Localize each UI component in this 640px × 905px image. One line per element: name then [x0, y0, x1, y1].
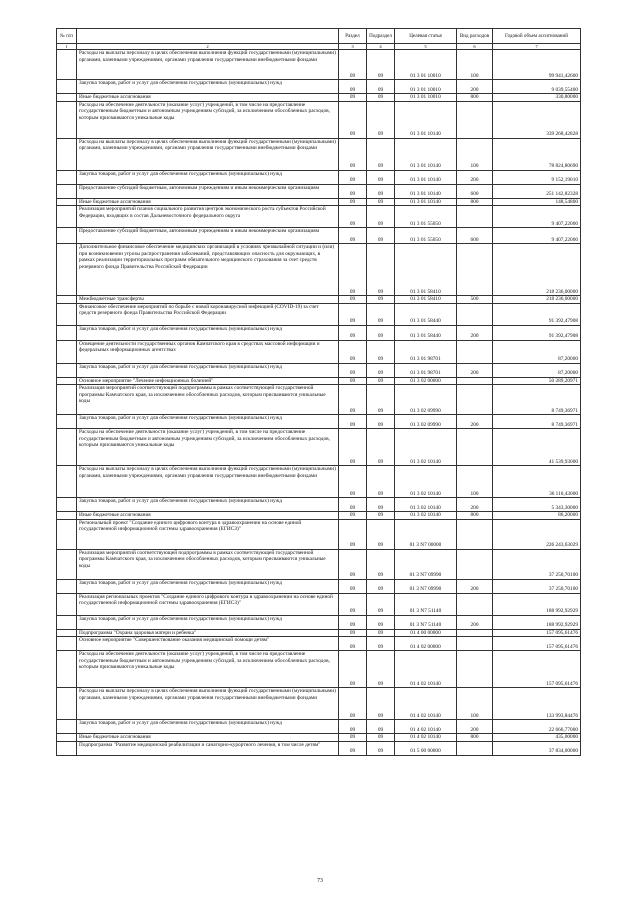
razdel-cell: 09 [339, 198, 367, 206]
row-number-cell [57, 498, 77, 512]
target-article-cell: 01 3 02 10140 [395, 429, 457, 466]
podrazdel-cell: 09 [367, 615, 395, 629]
table-row [57, 429, 581, 466]
header-podrazdel: Подраздел [367, 29, 395, 44]
target-article-cell: 01 3 01 10010 [395, 50, 457, 80]
table-row [57, 579, 581, 593]
expense-type-cell [457, 593, 493, 615]
razdel-cell: 09 [339, 170, 367, 184]
row-number-cell [57, 138, 77, 170]
column-number: 2 [77, 44, 339, 50]
amount-cell: 339 268,42828 [493, 101, 581, 138]
item-name-cell: Реализация мероприятий соответствующей подпрограммы в рамках соответствующей государственной программы Камчатского края, за исключением обособленных расходов, которым присваиваются уникальные коды [77, 385, 339, 415]
row-number-cell [57, 296, 77, 304]
podrazdel-cell: 09 [367, 741, 395, 755]
row-number-cell [57, 720, 77, 734]
row-number-cell [57, 94, 77, 102]
row-number-cell [57, 688, 77, 720]
target-article-cell: 01 3 01 10140 [395, 170, 457, 184]
expense-type-cell [457, 629, 493, 637]
expense-type-cell: 600 [457, 228, 493, 244]
razdel-cell: 09 [339, 579, 367, 593]
table-row [57, 198, 581, 206]
amount-cell: 157 095,61476 [493, 629, 581, 637]
expense-type-cell [457, 377, 493, 385]
podrazdel-cell: 09 [367, 325, 395, 340]
row-number-cell [57, 579, 77, 593]
target-article-cell: 01 3 01 55050 [395, 206, 457, 228]
razdel-cell: 09 [339, 720, 367, 734]
table-body [57, 50, 581, 756]
target-article-cell: 01 3 01 58410 [395, 244, 457, 296]
expense-type-cell: 200 [457, 415, 493, 429]
row-number-cell [57, 340, 77, 363]
row-number-cell [57, 80, 77, 94]
item-name-cell: Реализация мероприятий планов социального развития центров экономического роста субъектов Российской Федерации, входящих в состав Дальневосточного федерального округа [77, 206, 339, 228]
target-article-cell: 01 3 01 58440 [395, 303, 457, 325]
table-row [57, 377, 581, 385]
table-row [57, 512, 581, 520]
item-name-cell: Расходы на выплаты персоналу в целях обеспечения выполнения функций государственными (муниципальными) органами, казенными учреждениями, органами управления государственными внебюджетными фондами [77, 50, 339, 80]
header-expense-type: Вид расходов [457, 29, 493, 44]
table-row [57, 296, 581, 304]
header-name [77, 29, 339, 44]
column-number: 6 [457, 44, 493, 50]
item-name-cell: Основное мероприятие "Лечение инфекционных болезней" [77, 377, 339, 385]
razdel-cell: 09 [339, 101, 367, 138]
expense-type-cell [457, 637, 493, 651]
podrazdel-cell: 09 [367, 579, 395, 593]
razdel-cell: 09 [339, 206, 367, 228]
razdel-cell: 09 [339, 593, 367, 615]
razdel-cell: 09 [339, 325, 367, 340]
item-name-cell: Предоставление субсидий бюджетным, автономным учреждениям и иным некоммерческим организациям [77, 184, 339, 198]
budget-sheet [56, 28, 580, 756]
item-name-cell: Закупка товаров, работ и услуг для обеспечения государственных (муниципальных) нужд [77, 498, 339, 512]
razdel-cell: 09 [339, 512, 367, 520]
podrazdel-cell: 09 [367, 198, 395, 206]
table-row [57, 415, 581, 429]
podrazdel-cell: 09 [367, 629, 395, 637]
expense-type-cell: 200 [457, 363, 493, 377]
expense-type-cell: 200 [457, 579, 493, 593]
expense-type-cell [457, 206, 493, 228]
item-name-cell: Реализация региональных проектов "Создание единого цифрового контура в здравоохранении на основе единой государственной информационной системы здравоохранения (ЕГИСЗ)" [77, 593, 339, 615]
podrazdel-cell: 09 [367, 519, 395, 549]
podrazdel-cell: 09 [367, 385, 395, 415]
podrazdel-cell: 09 [367, 303, 395, 325]
item-name-cell: Межбюджетные трансферты [77, 296, 339, 304]
amount-cell: 330,80000 [493, 94, 581, 102]
amount-cell: 226 243,63029 [493, 519, 581, 549]
amount-cell: 157 095,61476 [493, 637, 581, 651]
target-article-cell: 01 3 02 10140 [395, 466, 457, 498]
item-name-cell: Подпрограмма "Развитие медицинской реабилитации и санаторно-курортного лечения, в том числе детям" [77, 741, 339, 755]
amount-cell: 148,54800 [493, 198, 581, 206]
razdel-cell: 09 [339, 244, 367, 296]
podrazdel-cell: 09 [367, 512, 395, 520]
table-row [57, 593, 581, 615]
razdel-cell: 09 [339, 184, 367, 198]
razdel-cell: 09 [339, 615, 367, 629]
row-number-cell [57, 170, 77, 184]
budget-table [56, 28, 581, 756]
expense-type-cell: 100 [457, 50, 493, 80]
row-number-cell [57, 363, 77, 377]
target-article-cell: 01 4 02 00000 [395, 637, 457, 651]
amount-cell: 251 142,82328 [493, 184, 581, 198]
razdel-cell: 09 [339, 228, 367, 244]
target-article-cell: 01 3 02 09990 [395, 415, 457, 429]
table-row [57, 498, 581, 512]
table-row [57, 138, 581, 170]
amount-cell: 435,00000 [493, 734, 581, 742]
target-article-cell: 01 3 01 10140 [395, 138, 457, 170]
target-article-cell: 01 3 01 58440 [395, 325, 457, 340]
amount-cell: 8 749,36971 [493, 415, 581, 429]
item-name-cell: Расходы на обеспечение деятельности (оказание услуг) учреждений, в том числе на предоставление государственным бюджетным и автономным учреждениям субсидий, за исключением обособленных расходов, которым присваиваются уникальные коды [77, 651, 339, 688]
razdel-cell: 09 [339, 734, 367, 742]
target-article-cell: 01 3 01 10140 [395, 198, 457, 206]
amount-cell: 37 834,00000 [493, 741, 581, 755]
expense-type-cell: 800 [457, 198, 493, 206]
item-name-cell: Закупка товаров, работ и услуг для обеспечения государственных (муниципальных) нужд [77, 363, 339, 377]
table-row [57, 80, 581, 94]
razdel-cell: 09 [339, 549, 367, 579]
row-number-cell [57, 325, 77, 340]
row-number-cell [57, 466, 77, 498]
table-row [57, 170, 581, 184]
podrazdel-cell: 09 [367, 138, 395, 170]
amount-cell: 9 407,22000 [493, 206, 581, 228]
expense-type-cell [457, 429, 493, 466]
row-number-cell [57, 50, 77, 80]
amount-cell: 50 289,20971 [493, 377, 581, 385]
table-row [57, 94, 581, 102]
razdel-cell: 09 [339, 415, 367, 429]
table-row [57, 651, 581, 688]
amount-cell: 9 152,19010 [493, 170, 581, 184]
table-row [57, 629, 581, 637]
column-number: 3 [339, 44, 367, 50]
expense-type-cell: 200 [457, 80, 493, 94]
item-name-cell: Дополнительное финансовое обеспечение медицинских организаций в условиях чрезвычайной ситуации и (или) при возникновении угрозы распространения заболеваний, представляющих опасность для окружающих, в рамках реализации территориальных программ обязательного медицинского страхования за счет средств резервного фонда Правительства Российской Федерации [77, 244, 339, 296]
target-article-cell: 01 3 02 00000 [395, 377, 457, 385]
podrazdel-cell: 09 [367, 170, 395, 184]
razdel-cell: 09 [339, 377, 367, 385]
table-row [57, 325, 581, 340]
expense-type-cell [457, 741, 493, 755]
razdel-cell: 09 [339, 303, 367, 325]
table-row [57, 228, 581, 244]
table-row [57, 244, 581, 296]
row-number-cell [57, 184, 77, 198]
row-number-cell [57, 637, 77, 651]
podrazdel-cell: 09 [367, 415, 395, 429]
row-number-cell [57, 415, 77, 429]
expense-type-cell: 500 [457, 296, 493, 304]
podrazdel-cell: 09 [367, 340, 395, 363]
amount-cell: 78 824,80690 [493, 138, 581, 170]
row-number-cell [57, 651, 77, 688]
target-article-cell: 01 3 N7 51140 [395, 615, 457, 629]
razdel-cell: 09 [339, 519, 367, 549]
row-number-cell [57, 741, 77, 755]
row-number-cell [57, 385, 77, 415]
amount-cell: 218 236,00000 [493, 244, 581, 296]
expense-type-cell [457, 651, 493, 688]
podrazdel-cell: 09 [367, 498, 395, 512]
item-name-cell: Закупка товаров, работ и услуг для обеспечения государственных (муниципальных) нужд [77, 415, 339, 429]
item-name-cell: Расходы на выплаты персоналу в целях обеспечения выполнения функций государственными (муниципальными) органами, казенными учреждениями, органами управления государственными внебюджетными фондами [77, 466, 339, 498]
expense-type-cell [457, 303, 493, 325]
item-name-cell: Иные бюджетные ассигнования [77, 512, 339, 520]
table-row [57, 101, 581, 138]
expense-type-cell [457, 101, 493, 138]
amount-cell: 218 236,00000 [493, 296, 581, 304]
amount-cell: 86,20000 [493, 512, 581, 520]
razdel-cell: 09 [339, 498, 367, 512]
amount-cell: 36 110,43000 [493, 466, 581, 498]
podrazdel-cell: 09 [367, 296, 395, 304]
target-article-cell: 01 3 N7 00000 [395, 519, 457, 549]
expense-type-cell: 200 [457, 170, 493, 184]
row-number-cell [57, 377, 77, 385]
razdel-cell: 09 [339, 741, 367, 755]
header-num: № п/п [57, 29, 77, 44]
razdel-cell: 09 [339, 138, 367, 170]
row-number-cell [57, 429, 77, 466]
target-article-cell: 01 4 02 10140 [395, 688, 457, 720]
razdel-cell: 09 [339, 50, 367, 80]
header-annual-amount: Годовой объем ассигнований [493, 29, 581, 44]
table-row [57, 519, 581, 549]
podrazdel-cell: 09 [367, 466, 395, 498]
row-number-cell [57, 244, 77, 296]
expense-type-cell [457, 519, 493, 549]
podrazdel-cell: 09 [367, 184, 395, 198]
podrazdel-cell: 09 [367, 101, 395, 138]
amount-cell: 41 539,93000 [493, 429, 581, 466]
target-article-cell: 01 3 01 10140 [395, 184, 457, 198]
table-row [57, 615, 581, 629]
row-number-cell [57, 549, 77, 579]
razdel-cell: 09 [339, 80, 367, 94]
expense-type-cell: 600 [457, 184, 493, 198]
target-article-cell: 01 3 01 58410 [395, 296, 457, 304]
target-article-cell: 01 3 N7 09990 [395, 549, 457, 579]
amount-cell: 37 250,70100 [493, 579, 581, 593]
row-number-cell [57, 512, 77, 520]
header-razdel: Раздел [339, 29, 367, 44]
row-number-cell [57, 629, 77, 637]
razdel-cell: 09 [339, 629, 367, 637]
expense-type-cell: 800 [457, 512, 493, 520]
expense-type-cell: 200 [457, 325, 493, 340]
expense-type-cell: 800 [457, 734, 493, 742]
podrazdel-cell: 09 [367, 688, 395, 720]
podrazdel-cell: 09 [367, 80, 395, 94]
razdel-cell: 09 [339, 296, 367, 304]
razdel-cell: 09 [339, 651, 367, 688]
table-row [57, 340, 581, 363]
item-name-cell: Закупка товаров, работ и услуг для обеспечения государственных (муниципальных) нужд [77, 80, 339, 94]
amount-cell: 99 941,42600 [493, 50, 581, 80]
item-name-cell: Расходы на выплаты персоналу в целях обеспечения выполнения функций государственными (муниципальными) органами, казенными учреждениями, органами управления государственными внебюджетными фондами [77, 138, 339, 170]
header-target-article: Целевая статья [395, 29, 457, 44]
target-article-cell: 01 3 02 10140 [395, 512, 457, 520]
target-article-cell: 01 3 01 98701 [395, 340, 457, 363]
item-name-cell: Предоставление субсидий бюджетным, автономным учреждениям и иным некоммерческим организациям [77, 228, 339, 244]
podrazdel-cell: 09 [367, 363, 395, 377]
item-name-cell: Закупка товаров, работ и услуг для обеспечения государственных (муниципальных) нужд [77, 170, 339, 184]
amount-cell: 188 992,92929 [493, 615, 581, 629]
amount-cell: 22 666,77000 [493, 720, 581, 734]
amount-cell: 87,20000 [493, 340, 581, 363]
item-name-cell: Расходы на обеспечение деятельности (оказание услуг) учреждений, в том числе на предоставление государственным бюджетным и автономным учреждениям субсидий, за исключением обособленных расходов, которым присваиваются уникальные коды [77, 101, 339, 138]
table-row [57, 50, 581, 80]
item-name-cell: Иные бюджетные ассигнования [77, 94, 339, 102]
item-name-cell: Иные бюджетные ассигнования [77, 734, 339, 742]
amount-cell: 91 392,47908 [493, 325, 581, 340]
row-number-cell [57, 228, 77, 244]
target-article-cell: 01 3 01 10010 [395, 80, 457, 94]
amount-cell: 91 392,47908 [493, 303, 581, 325]
target-article-cell: 01 3 N7 09990 [395, 579, 457, 593]
table-row [57, 206, 581, 228]
podrazdel-cell: 09 [367, 593, 395, 615]
item-name-cell: Освещение деятельности государственных органов Камчатского края в средствах массовой информации и федеральных информационных агентствах [77, 340, 339, 363]
row-number-cell [57, 615, 77, 629]
table-row [57, 184, 581, 198]
table-row [57, 688, 581, 720]
amount-cell: 5 343,30000 [493, 498, 581, 512]
item-name-cell: Иные бюджетные ассигнования [77, 198, 339, 206]
item-name-cell: Закупка товаров, работ и услуг для обеспечения государственных (муниципальных) нужд [77, 720, 339, 734]
target-article-cell: 01 4 00 00000 [395, 629, 457, 637]
podrazdel-cell: 09 [367, 651, 395, 688]
razdel-cell: 09 [339, 94, 367, 102]
table-row [57, 637, 581, 651]
podrazdel-cell: 09 [367, 206, 395, 228]
target-article-cell: 01 3 01 10010 [395, 94, 457, 102]
podrazdel-cell: 09 [367, 637, 395, 651]
podrazdel-cell: 09 [367, 734, 395, 742]
expense-type-cell [457, 549, 493, 579]
item-name-cell: Реализация мероприятий соответствующей подпрограммы в рамках соответствующей государственной программы Камчатского края, за исключением обособленных расходов, которым присваиваются уникальные коды [77, 549, 339, 579]
table-row [57, 363, 581, 377]
amount-cell: 37 250,70100 [493, 549, 581, 579]
row-number-cell [57, 206, 77, 228]
razdel-cell: 09 [339, 385, 367, 415]
table-row [57, 385, 581, 415]
podrazdel-cell: 09 [367, 244, 395, 296]
item-name-cell: Финансовое обеспечение мероприятий по борьбе с новой коронавирусной инфекцией (COVID-19) за счет средств резервного фонда Правительства Российской Федерации [77, 303, 339, 325]
expense-type-cell: 200 [457, 720, 493, 734]
row-number-cell [57, 593, 77, 615]
amount-cell: 133 993,84476 [493, 688, 581, 720]
expense-type-cell: 100 [457, 688, 493, 720]
podrazdel-cell: 09 [367, 377, 395, 385]
table-row [57, 549, 581, 579]
podrazdel-cell: 09 [367, 720, 395, 734]
expense-type-cell [457, 340, 493, 363]
column-number: 7 [493, 44, 581, 50]
row-number-cell [57, 303, 77, 325]
amount-cell: 8 749,36971 [493, 385, 581, 415]
expense-type-cell [457, 244, 493, 296]
table-header-row [57, 29, 581, 44]
item-name-cell: Основное мероприятие "Совершенствование оказания медицинской помощи детям" [77, 637, 339, 651]
razdel-cell: 09 [339, 429, 367, 466]
podrazdel-cell: 09 [367, 228, 395, 244]
item-name-cell: Подпрограмма "Охрана здоровья матери и ребенка" [77, 629, 339, 637]
item-name-cell: Расходы на выплаты персоналу в целях обеспечения выполнения функций государственными (муниципальными) органами, казенными учреждениями, органами управления государственными внебюджетными фондами [77, 688, 339, 720]
page-number: 73 [317, 878, 323, 884]
razdel-cell: 09 [339, 688, 367, 720]
table-row [57, 741, 581, 755]
column-number: 4 [367, 44, 395, 50]
amount-cell: 9 407,22000 [493, 228, 581, 244]
amount-cell: 9 039,55400 [493, 80, 581, 94]
target-article-cell: 01 4 02 10140 [395, 734, 457, 742]
podrazdel-cell: 09 [367, 429, 395, 466]
column-number: 5 [395, 44, 457, 50]
razdel-cell: 09 [339, 637, 367, 651]
target-article-cell: 01 3 02 10140 [395, 498, 457, 512]
target-article-cell: 01 3 01 98701 [395, 363, 457, 377]
expense-type-cell: 200 [457, 498, 493, 512]
amount-cell: 87,20000 [493, 363, 581, 377]
expense-type-cell: 100 [457, 138, 493, 170]
expense-type-cell: 200 [457, 615, 493, 629]
item-name-cell: Региональный проект "Создание единого цифрового контура в здравоохранении на основе единой государственной информационной системы здравоохранения (ЕГИСЗ)" [77, 519, 339, 549]
table-row [57, 303, 581, 325]
expense-type-cell: 100 [457, 466, 493, 498]
row-number-cell [57, 198, 77, 206]
target-article-cell: 01 4 02 10140 [395, 651, 457, 688]
expense-type-cell: 800 [457, 94, 493, 102]
item-name-cell: Расходы на обеспечение деятельности (оказание услуг) учреждений, в том числе на предоставление государственным бюджетным и автономным учреждениям субсидий, за исключением обособленных расходов, которым присваиваются уникальные коды [77, 429, 339, 466]
target-article-cell: 01 5 00 00000 [395, 741, 457, 755]
item-name-cell: Закупка товаров, работ и услуг для обеспечения государственных (муниципальных) нужд [77, 579, 339, 593]
column-number: 1 [57, 44, 77, 50]
target-article-cell: 01 3 01 10140 [395, 101, 457, 138]
amount-cell: 157 095,61476 [493, 651, 581, 688]
table-row [57, 720, 581, 734]
row-number-cell [57, 734, 77, 742]
target-article-cell: 01 3 02 09990 [395, 385, 457, 415]
razdel-cell: 09 [339, 466, 367, 498]
table-row [57, 466, 581, 498]
target-article-cell: 01 3 01 55050 [395, 228, 457, 244]
amount-cell: 188 992,92929 [493, 593, 581, 615]
razdel-cell: 09 [339, 363, 367, 377]
expense-type-cell [457, 385, 493, 415]
podrazdel-cell: 09 [367, 94, 395, 102]
item-name-cell: Закупка товаров, работ и услуг для обеспечения государственных (муниципальных) нужд [77, 615, 339, 629]
razdel-cell: 09 [339, 340, 367, 363]
item-name-cell: Закупка товаров, работ и услуг для обеспечения государственных (муниципальных) нужд [77, 325, 339, 340]
target-article-cell: 01 4 02 10140 [395, 720, 457, 734]
target-article-cell: 01 3 N7 51140 [395, 593, 457, 615]
podrazdel-cell: 09 [367, 50, 395, 80]
row-number-cell [57, 101, 77, 138]
table-row [57, 734, 581, 742]
podrazdel-cell: 09 [367, 549, 395, 579]
row-number-cell [57, 519, 77, 549]
